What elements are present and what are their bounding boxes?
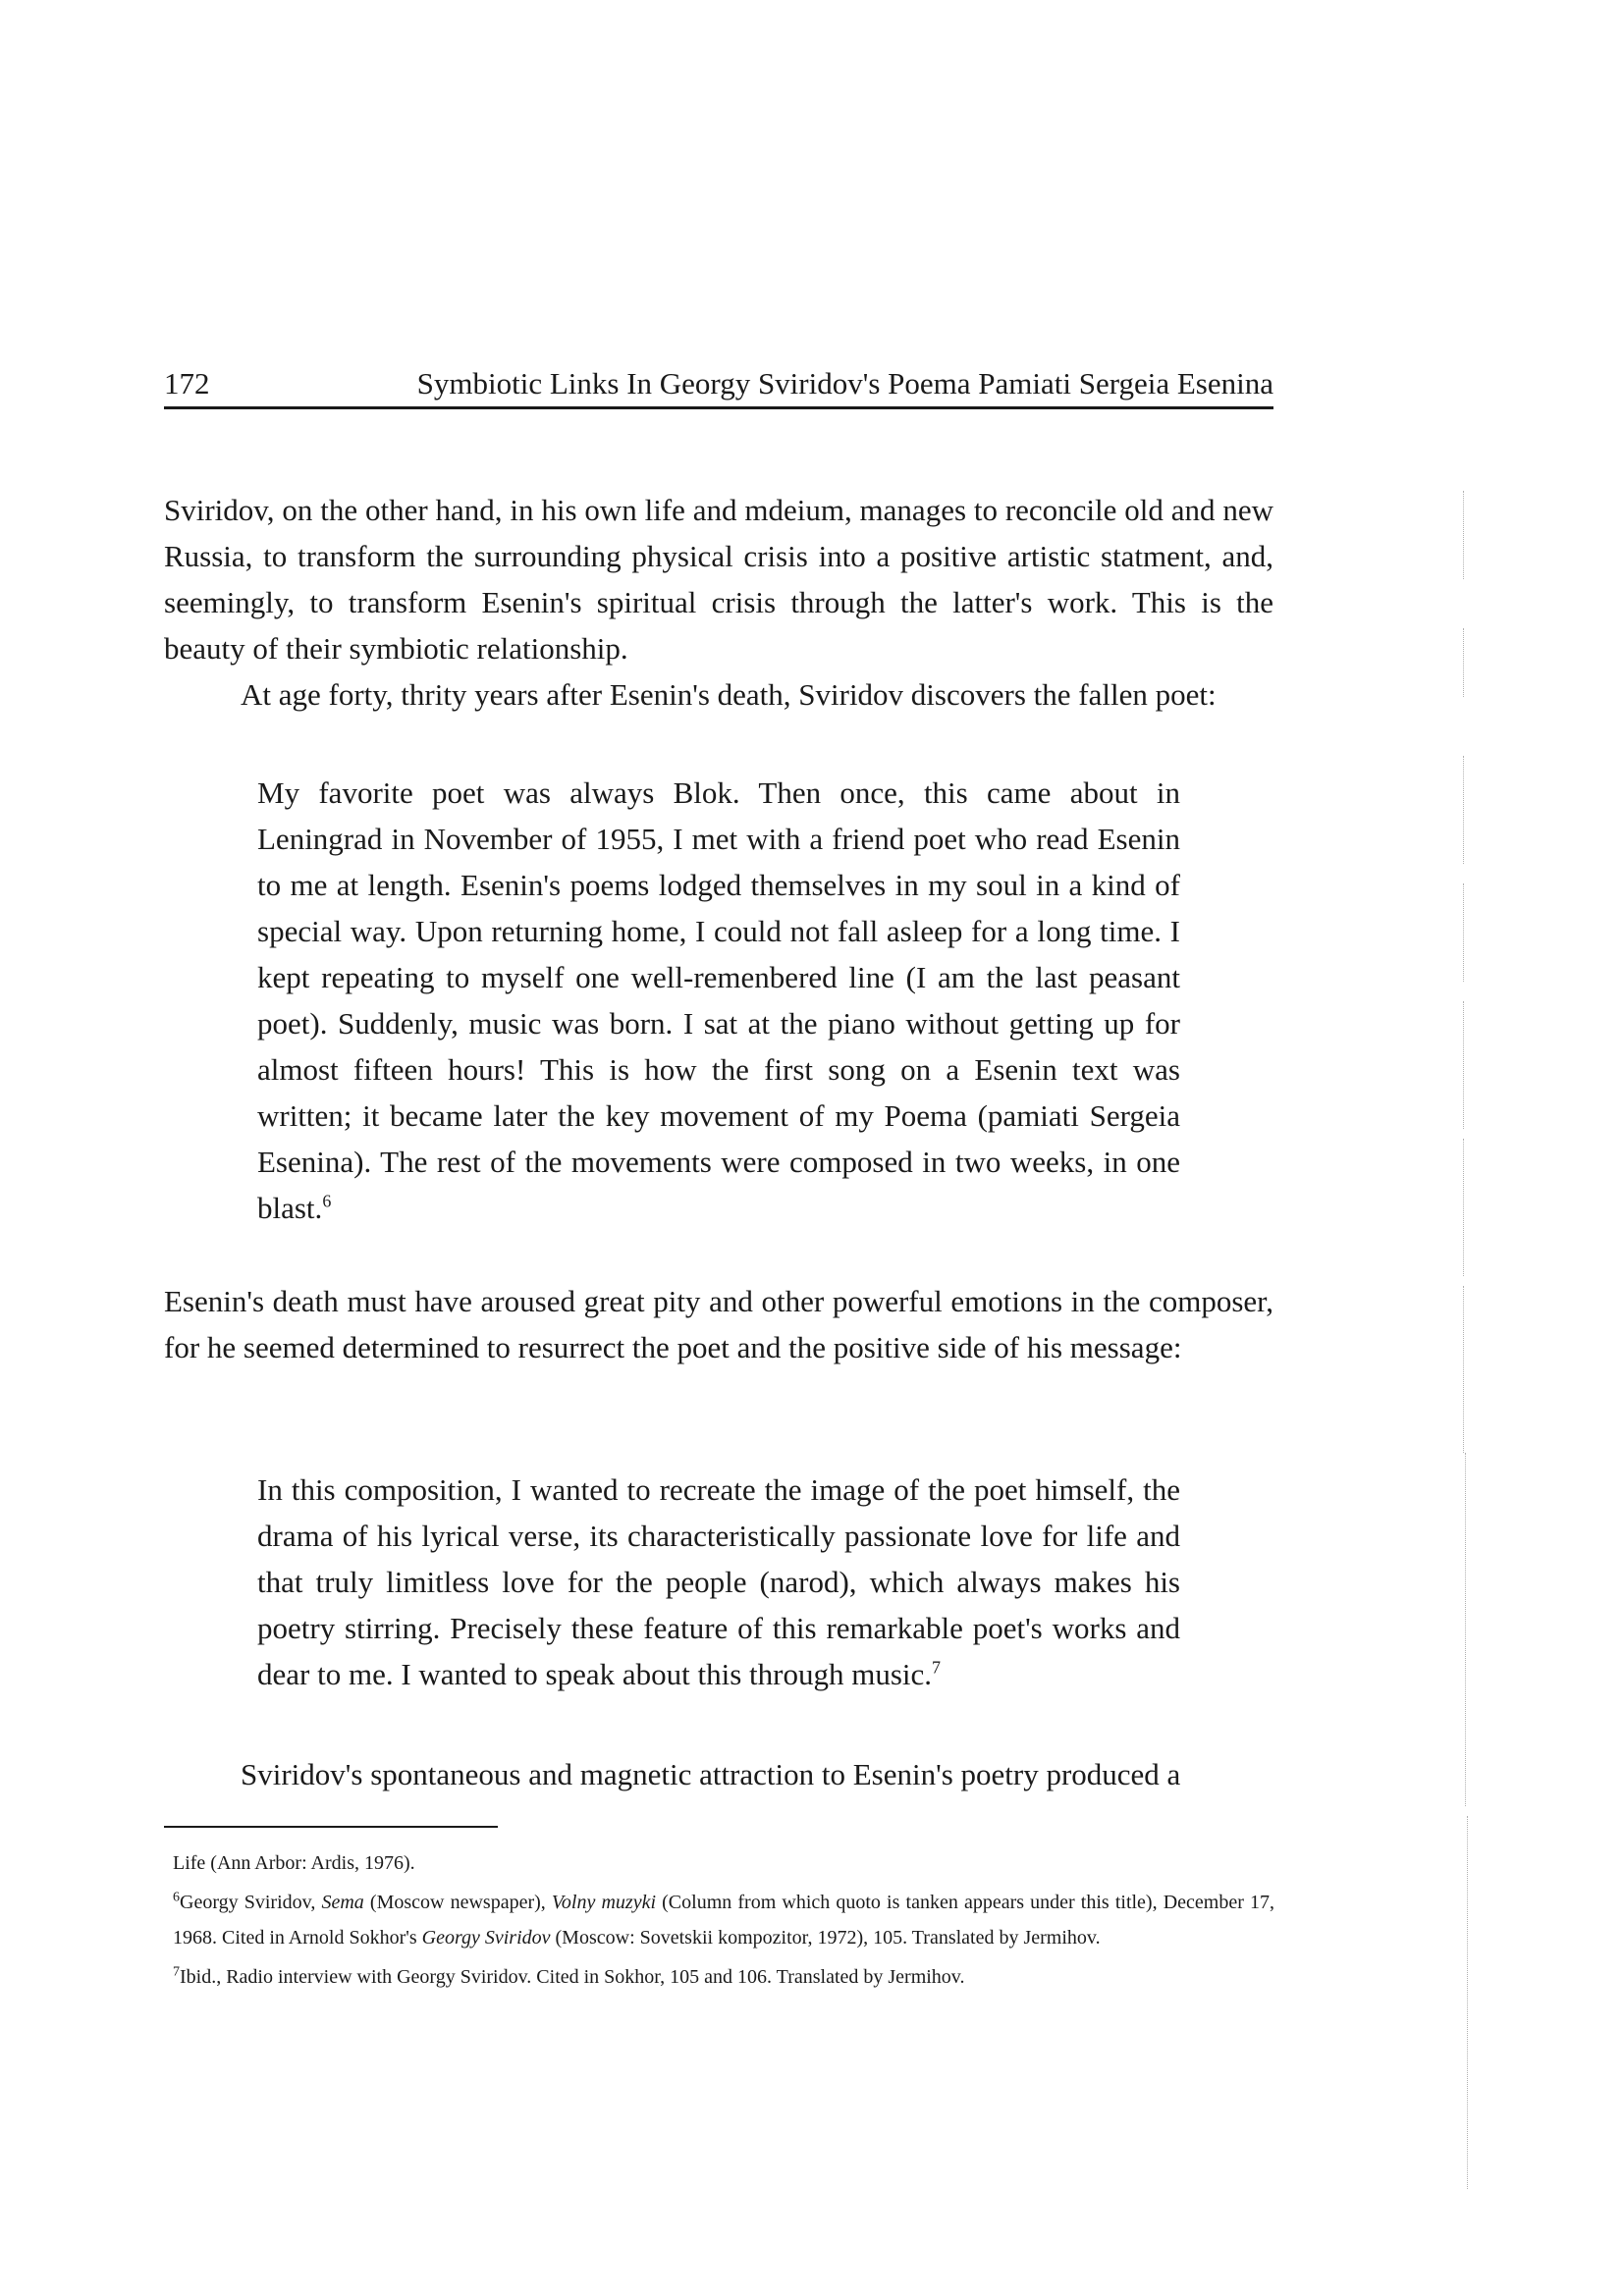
footnote-7 <box>173 1959 1274 1995</box>
scan-edge-mark <box>1463 883 1464 982</box>
footnote-7-mark: 7 <box>173 1964 180 1980</box>
page-number: 172 <box>164 366 210 400</box>
block-quote-2-text <box>257 1467 1180 1697</box>
paragraph-3: Esenin's death must have aroused great pity and other powerful emotions in the composer, for he seemed determined to resurrect the poet and the positive side of his message: <box>164 1284 1273 1364</box>
block-quote-2-body: In this composition, I wanted to recreate the image of the poet himself, the drama of his lyrical verse, its characteristically passionate love for life and that truly limitless love for the people (narod), which always makes his poetry stirring. Precisely these feature of this remarkable poet's works and dear to me. I wanted to speak about this through music. <box>257 1472 1180 1691</box>
footnote-6-mark: 6 <box>173 1890 180 1905</box>
block-quote-2 <box>257 1467 1180 1697</box>
running-title: Symbiotic Links In Georgy Sviridov's Poema Pamiati Sergeia Esenina <box>416 366 1273 400</box>
footnotes <box>173 1845 1274 1999</box>
footnote-continued: Life (Ann Arbor: Ardis, 1976). <box>173 1852 415 1874</box>
footnote-6-author: Georgy Sviridov, <box>180 1892 322 1913</box>
block-quote-1 <box>257 770 1180 1231</box>
footnote-6-part3: (Column from which quoto is tanken appears under this title), December 17, 1968. Cited in Arnold Sokhor's <box>173 1892 1275 1949</box>
footnote-6-part4: (Moscow: Sovetskii kompozitor, 1972), 105. Translated by Jermihov. <box>550 1927 1101 1949</box>
page-header <box>164 361 1273 409</box>
scan-edge-mark <box>1463 1139 1464 1276</box>
footnote-ref-7: 7 <box>932 1657 942 1678</box>
footnote-6 <box>173 1885 1274 1955</box>
scan-edge-mark <box>1463 1286 1464 1453</box>
footnote-6-part2: (Moscow newspaper), <box>363 1892 552 1913</box>
paragraph-3-block <box>164 1278 1273 1370</box>
scan-edge-mark <box>1463 756 1464 864</box>
footnote-ref-6: 6 <box>322 1191 332 1211</box>
block-quote-1-text <box>257 770 1180 1231</box>
footnote-6-book: Georgy Sviridov <box>421 1927 551 1949</box>
block-quote-1-body: My favorite poet was always Blok. Then once, this came about in Leningrad in November of 1955, I met with a friend poet who read Esenin to me at length. Esenin's poems lodged themselves in my soul in a kind of special way. Upon returning home, I could not fall asleep for a long time. I kept repeating to myself one well-remenbered line (I am the last peasant poet). Suddenly, music was born. I sat at the piano without getting up for almost fifteen hours! This is how the first song on a Esenin text was written; it became later the key movement of my Poema (pamiati Sergeia Esenina). The rest of the movements were composed in two weeks, in one blast. <box>257 775 1180 1225</box>
paragraph-1-block <box>164 487 1273 718</box>
scan-edge-mark <box>1463 491 1464 579</box>
scan-edge-mark <box>1463 1001 1464 1129</box>
paragraph-2: At age forty, thrity years after Esenin's death, Sviridov discovers the fallen poet: <box>241 677 1217 712</box>
footnote-divider <box>164 1826 498 1828</box>
paragraph-1: Sviridov, on the other hand, in his own life and mdeium, manages to reconcile old and new Russia, to transform the surrounding physical crisis into a positive artistic statment, and, seemingly, to transform Esenin's spiritual crisis through the latter's work. This is the beauty of their symbiotic relationship. <box>164 493 1273 666</box>
paragraph-4: Sviridov's spontaneous and magnetic attraction to Esenin's poetry produced a <box>241 1757 1181 1791</box>
footnote-7-text: Ibid., Radio interview with Georgy Sviridov. Cited in Sokhor, 105 and 106. Translated by Jermihov. <box>180 1966 965 1988</box>
scan-edge-mark <box>1467 1816 1468 2189</box>
scan-edge-mark <box>1465 1453 1466 1806</box>
scan-edge-mark <box>1463 628 1464 697</box>
footnote-6-column: Volny muzyki <box>551 1892 657 1913</box>
paragraph-4-block <box>164 1751 1273 1797</box>
footnote-6-source: Sema <box>321 1892 364 1913</box>
